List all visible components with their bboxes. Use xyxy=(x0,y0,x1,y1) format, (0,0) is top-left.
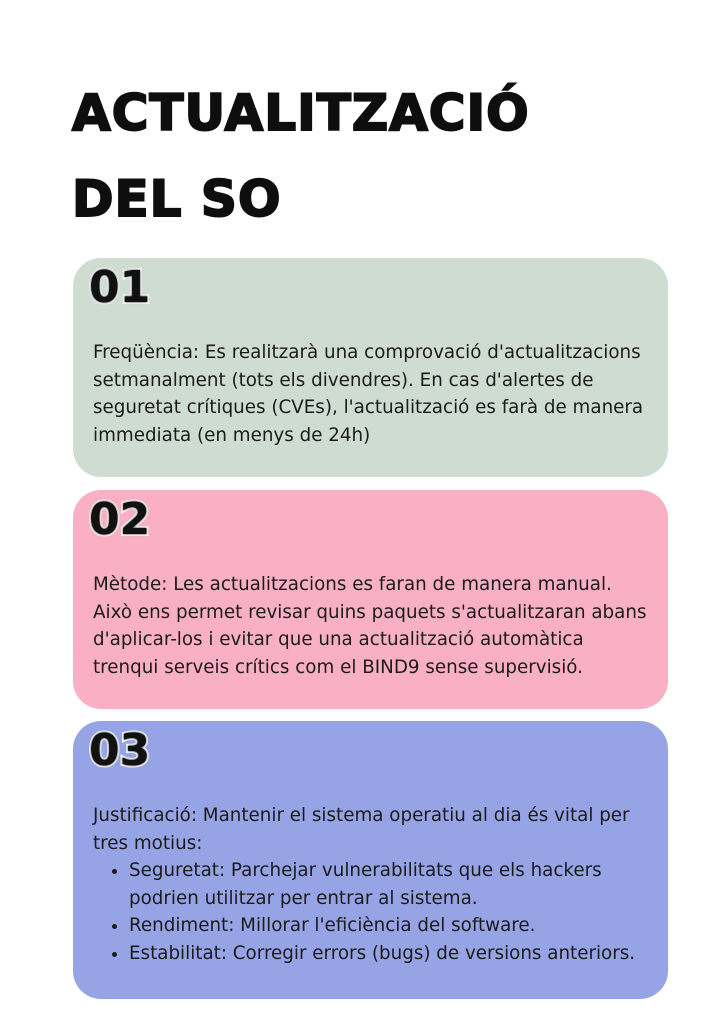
page-title xyxy=(72,70,672,242)
card-body xyxy=(93,802,654,967)
card-text: Mètode: Les actualitzacions es faran de manera manual. Això ens permet revisar quins paquets s'actualitzaran abans d'aplicar-los i evitar que una actualització automàtica trenqui serveis crítics com el BIND9 sense supervisió. xyxy=(93,574,647,678)
page-title-line-2: DEL SO xyxy=(72,170,282,228)
card-justification xyxy=(73,721,668,999)
card-text: Freqüència: Es realitzarà una comprovació d'actualitzacions setmanalment (tots els divendres). En cas d'alertes de seguretat crítiques (CVEs), l'actualització es farà de manera immediata (en menys de 24h) xyxy=(93,342,644,446)
page-title-line-1: ACTUALITZACIÓ xyxy=(72,84,530,142)
list-item: • Seguretat: Parchejar vulnerabilitats que els hackers podrien utilitzar per entrar al sistema. xyxy=(129,857,654,912)
list-item: • Rendiment: Millorar l'eficiència del software. xyxy=(129,912,654,940)
list-item: • Estabilitat: Corregir errors (bugs) de versions anteriors. xyxy=(129,940,654,968)
card-text: Justificació: Mantenir el sistema operatiu al dia és vital per tres motius: xyxy=(93,805,630,854)
card-frequency xyxy=(73,258,668,477)
card-number: 03 xyxy=(89,725,151,776)
card-method xyxy=(73,490,668,709)
reasons-list xyxy=(93,857,654,967)
card-number: 01 xyxy=(89,262,151,313)
card-number: 02 xyxy=(89,494,151,545)
